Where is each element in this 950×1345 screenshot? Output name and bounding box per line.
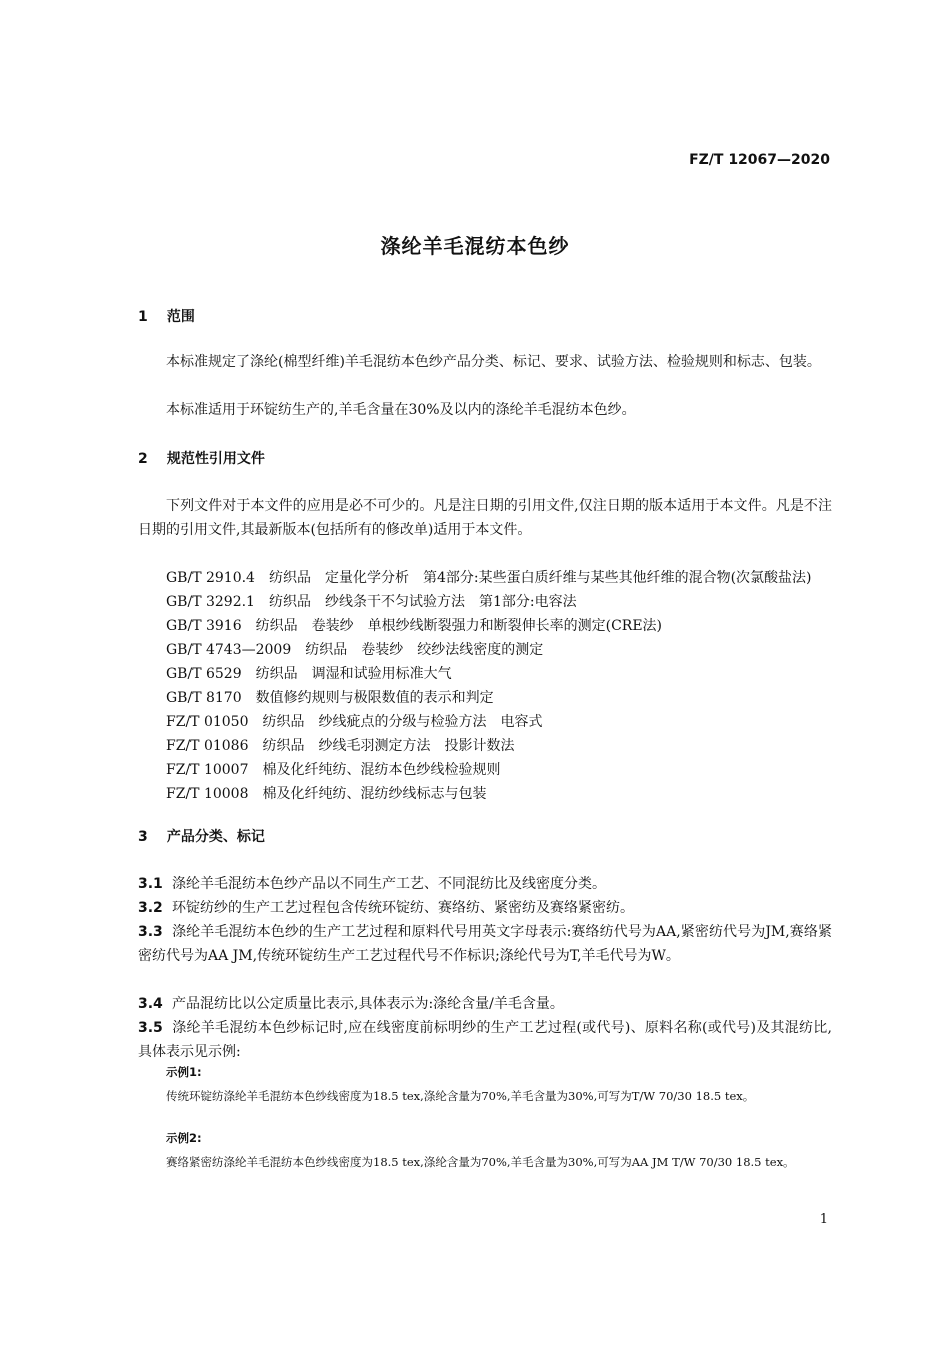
reference-item: FZ/T 10008 棉及化纤纯纺、混纺纱线标志与包装 [166, 786, 487, 802]
section-number: 3 [138, 829, 148, 845]
clause-text: 环锭纺纱的生产工艺过程包含传统环锭纺、赛络纺、紧密纺及赛络紧密纺。 [172, 900, 634, 916]
example-2-label: 示例2: [166, 1131, 202, 1145]
page-number: 1 [819, 1212, 828, 1227]
reference-item: GB/T 8170 数值修约规则与极限数值的表示和判定 [166, 690, 494, 706]
clause-number: 3.2 [138, 900, 163, 916]
normative-references-list [138, 566, 832, 806]
clause-number: 3.4 [138, 996, 163, 1012]
reference-item: GB/T 4743—2009 纺织品 卷装纱 绞纱法线密度的测定 [166, 642, 544, 658]
section-title: 规范性引用文件 [166, 451, 265, 467]
document-title: 涤纶羊毛混纺本色纱 [380, 234, 570, 258]
clause-number: 3.3 [138, 924, 163, 940]
reference-item: GB/T 6529 纺织品 调湿和试验用标准大气 [166, 666, 452, 682]
example-1-label: 示例1: [166, 1065, 202, 1079]
clause-3-2 [138, 896, 832, 920]
reference-item: GB/T 2910.4 纺织品 定量化学分析 第4部分:某些蛋白质纤维与某些其他纤维的混合物(次氯酸盐法) [166, 570, 812, 586]
example-1-text: 传统环锭纺涤纶羊毛混纺本色纱线密度为18.5 tex,涤纶含量为70%,羊毛含量为30%,可写为T/W 70/30 18.5 tex。 [166, 1089, 755, 1103]
section-title: 范围 [166, 309, 195, 325]
clause-3-3 [138, 920, 832, 968]
clause-3-4 [138, 992, 832, 1016]
clause-text: 涤纶羊毛混纺本色纱产品以不同生产工艺、不同混纺比及线密度分类。 [172, 876, 606, 892]
clause-3-5 [138, 1016, 832, 1064]
section-1-heading [138, 306, 195, 326]
section-number: 2 [138, 451, 148, 467]
scope-paragraph-2: 本标准适用于环锭纺生产的,羊毛含量在30%及以内的涤纶羊毛混纺本色纱。 [166, 402, 636, 418]
reference-item: GB/T 3292.1 纺织品 纱线条干不匀试验方法 第1部分:电容法 [166, 594, 577, 610]
clause-3-1 [138, 872, 832, 896]
example-2-text: 赛络紧密纺涤纶羊毛混纺本色纱线密度为18.5 tex,涤纶含量为70%,羊毛含量为30%,可写为AA JM T/W 70/30 18.5 tex。 [166, 1155, 795, 1169]
section-3-heading [138, 826, 265, 846]
reference-item: GB/T 3916 纺织品 卷装纱 单根纱线断裂强力和断裂伸长率的测定(CRE法) [166, 618, 663, 634]
clause-text: 涤纶羊毛混纺本色纱的生产工艺过程和原料代号用英文字母表示:赛络纺代号为AA,紧密纺代号为JM,赛络紧密纺代号为AA JM,传统环锭纺生产工艺过程代号不作标识;涤纶代号为T,羊毛代号为W。 [138, 924, 832, 964]
reference-item: FZ/T 10007 棉及化纤纯纺、混纺本色纱线检验规则 [166, 762, 501, 778]
references-intro: 下列文件对于本文件的应用是必不可少的。凡是注日期的引用文件,仅注日期的版本适用于本文件。凡是不注日期的引用文件,其最新版本(包括所有的修改单)适用于本文件。 [138, 498, 832, 538]
reference-item: FZ/T 01086 纺织品 纱线毛羽测定方法 投影计数法 [166, 738, 515, 754]
section-2-heading [138, 448, 265, 468]
section-title: 产品分类、标记 [166, 829, 265, 845]
clause-number: 3.1 [138, 876, 163, 892]
clause-text: 产品混纺比以公定质量比表示,具体表示为:涤纶含量/羊毛含量。 [172, 996, 564, 1012]
section-number: 1 [138, 309, 148, 325]
standard-number: FZ/T 12067—2020 [689, 152, 830, 168]
reference-item: FZ/T 01050 纺织品 纱线疵点的分级与检验方法 电容式 [166, 714, 543, 730]
clause-text: 涤纶羊毛混纺本色纱标记时,应在线密度前标明纱的生产工艺过程(或代号)、原料名称(或代号)及其混纺比,具体表示见示例: [138, 1020, 832, 1060]
scope-paragraph-1: 本标准规定了涤纶(棉型纤维)羊毛混纺本色纱产品分类、标记、要求、试验方法、检验规则和标志、包装。 [166, 354, 821, 370]
clause-number: 3.5 [138, 1020, 163, 1036]
